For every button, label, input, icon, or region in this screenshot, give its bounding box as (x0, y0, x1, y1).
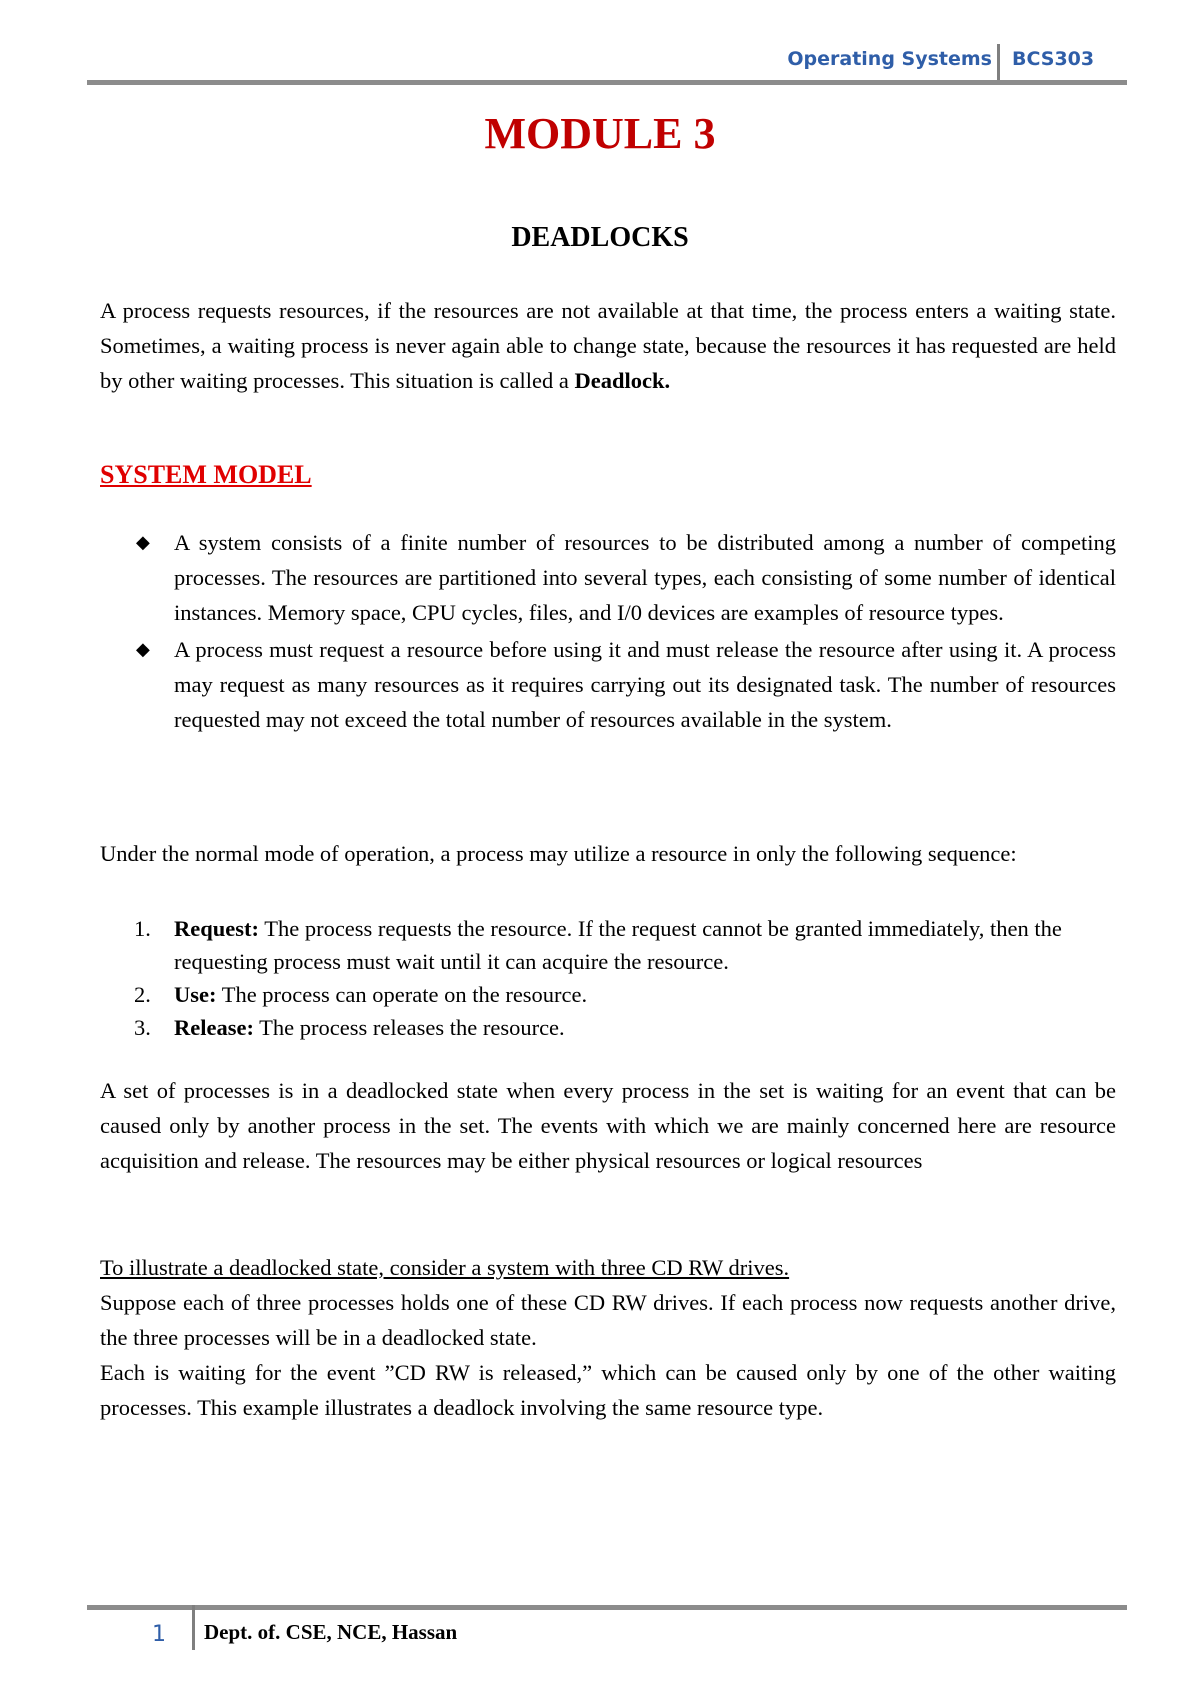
sequence-steps (100, 912, 1116, 1044)
list-item: ◆ A system consists of a finite number of resources to be distributed among a number of competing processes. The resources are partitioned into several types, each consisting of some number of identical instances. Memory space, CPU cycles, files, and I/0 devices are examples of resource types. (100, 525, 1116, 630)
header-course-title: Operating Systems (787, 48, 992, 70)
example-paragraph-1: Suppose each of three processes holds one of these CD RW drives. If each process now requests another drive, the three processes will be in a deadlocked state. (100, 1290, 1116, 1350)
deadlock-state-paragraph: A set of processes is in a deadlocked state when every process in the set is waiting for an event that can be caused only by another process in the set. The events with which we are mainly concerned here are resource acquisition and release. The resources may be either physical resources or logical resources (100, 1078, 1116, 1173)
header-divider (997, 44, 1000, 84)
footer-department: Dept. of. CSE, NCE, Hassan (204, 1620, 458, 1644)
chapter-title: DEADLOCKS (511, 222, 689, 253)
diamond-bullet-icon: ◆ (136, 532, 150, 552)
list-item: 2. Use: The process can operate on the resource. (134, 982, 588, 1007)
footer-rule (87, 1605, 1127, 1610)
sequence-intro: Under the normal mode of operation, a process may utilize a resource in only the following sequence: (100, 841, 1017, 866)
example-heading: To illustrate a deadlocked state, consider a system with three CD RW drives. (100, 1255, 790, 1280)
example-paragraph-2: Each is waiting for the event ”CD RW is released,” which can be caused only by one of the other waiting processes. This example illustrates a deadlock involving the same resource type. (100, 1360, 1116, 1420)
diamond-bullet-icon: ◆ (136, 639, 150, 659)
page-header (0, 44, 1200, 84)
deadlock-term: Deadlock. (574, 368, 671, 393)
section-heading-system-model: SYSTEM MODEL (100, 460, 312, 489)
list-item: ◆ A process must request a resource before using it and must release the resource after using it. A process may request as many resources as it requires carrying out its designated task. The number of resources requested may not exceed the total number of resources available in the system. (100, 632, 1116, 737)
list-item: 3. Release: The process releases the resource. (134, 1015, 565, 1040)
header-course-code: BCS303 (1012, 48, 1095, 70)
list-item: 1. Request: The process requests the resource. If the request cannot be granted immediately, then the requesting process must wait until it can acquire the resource. (134, 916, 1062, 974)
intro-paragraph: A process requests resources, if the resources are not available at that time, the process enters a waiting state. Sometimes, a waiting process is never again able to change state, because the resources it has requested are held by other waiting processes. This situation is called a Deadlock. (100, 298, 1116, 393)
system-model-list (100, 525, 1116, 739)
module-title: MODULE 3 (484, 109, 716, 158)
page-number: 1 (152, 1622, 166, 1647)
footer-divider (192, 1605, 195, 1650)
header-rule (87, 80, 1127, 85)
